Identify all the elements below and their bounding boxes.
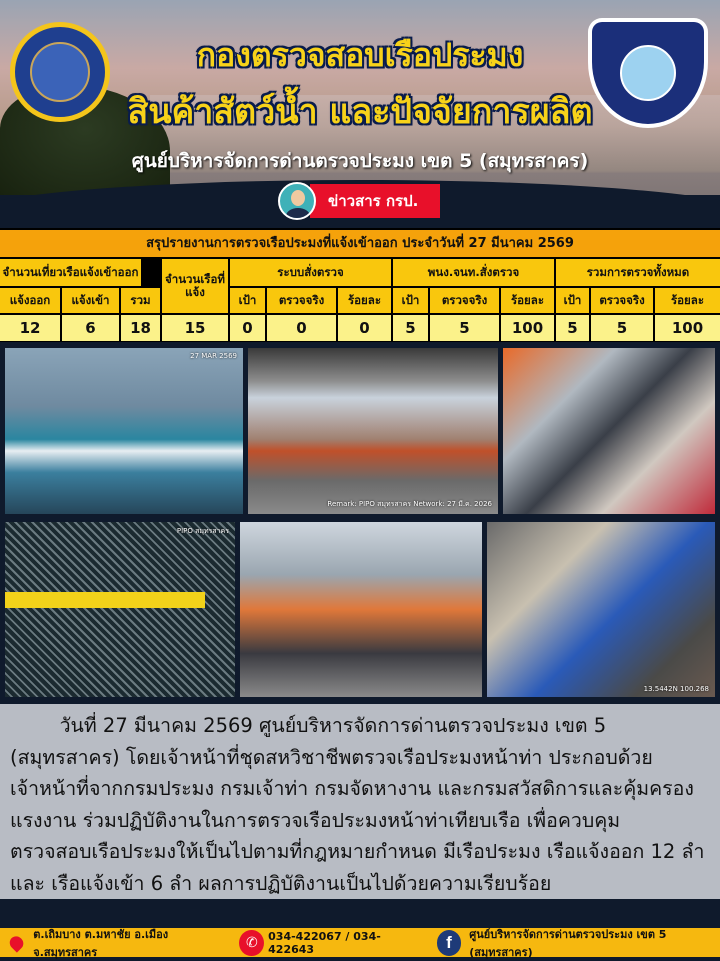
paragraph-line: ตรวจสอบเรือประมงให้เป็นไปตามที่กฎหมายกำหนด มีเรือประมง เรือแจ้งออก 12 ลำ bbox=[10, 840, 705, 863]
title-line-1: กองตรวจสอบเรือประมง bbox=[196, 36, 524, 74]
title-line-2: สินค้าสัตว์น้ำ และปัจจัยการผลิต bbox=[127, 92, 593, 132]
subtitle: ศูนย์บริหารจัดการด่านตรวจประมง เขต 5 (สมุทรสาคร) bbox=[131, 150, 589, 172]
table-title: สรุปรายงานการตรวจเรือประมงที่แจ้งเข้าออก ประจำวันที่ 27 มีนาคม 2569 bbox=[0, 230, 720, 257]
paragraph-line: (สมุทรสาคร) โดยเจ้าหน้าที่ชุดสหวิชาชีพตรวจเรือประมงหน้าท่า ประกอบด้วย bbox=[10, 745, 653, 769]
subheader: ตรวจจริง bbox=[267, 288, 336, 313]
photo-fish-catch: 13.5442N 100.268 bbox=[487, 522, 715, 697]
group-trips: จำนวนเที่ยวเรือแจ้งเข้าออก bbox=[0, 259, 141, 286]
subheader: เป้า bbox=[393, 288, 428, 313]
photo-fishing-net-measure: PIPO สมุทรสาคร bbox=[5, 522, 235, 697]
photo-crew-documents bbox=[240, 522, 482, 697]
subheader: ตรวจจริง bbox=[430, 288, 499, 313]
value-cell: 100 bbox=[501, 315, 554, 341]
facebook-page-name[interactable]: ศูนย์บริหารจัดการด่านตรวจประมง เขต 5 (สมุทรสาคร) bbox=[469, 927, 667, 959]
subheader: เป้า bbox=[230, 288, 265, 313]
value-cell: 100 bbox=[655, 315, 720, 341]
value-cell: 0 bbox=[230, 315, 265, 341]
phone-icon: ✆ bbox=[239, 930, 264, 956]
subheader: รวม bbox=[121, 288, 160, 313]
phone-numbers[interactable]: 034-422067 / 034-422643 bbox=[268, 929, 381, 956]
group-total: รวมการตรวจทั้งหมด bbox=[556, 259, 720, 286]
news-label: ข่าวสาร กรป. bbox=[310, 184, 440, 218]
news-badge bbox=[278, 182, 440, 220]
group-system: ระบบสั่งตรวจ bbox=[230, 259, 391, 286]
subheader: แจ้งออก bbox=[0, 288, 60, 313]
subheader: ร้อยละ bbox=[655, 288, 720, 313]
value-cell: 5 bbox=[556, 315, 589, 341]
facebook-icon: f bbox=[437, 930, 462, 956]
value-cell: 0 bbox=[338, 315, 391, 341]
paragraph-line: และ เรือแจ้งเข้า 6 ลำ ผลการปฏิบัติงานเป็นไปด้วยความเรียบร้อย bbox=[10, 871, 552, 895]
photo-officer-inspecting bbox=[503, 348, 715, 514]
location-pin-icon bbox=[7, 933, 26, 952]
group-officer: พนง.จนท.สั่งตรวจ bbox=[393, 259, 554, 286]
value-cell: 6 bbox=[62, 315, 119, 341]
avatar-icon bbox=[278, 182, 316, 220]
subheader: ร้อยละ bbox=[338, 288, 391, 313]
paragraph-line: แรงงาน ร่วมปฏิบัติงานในการตรวจเรือประมงหน้าท่าเทียบเรือ เพื่อควบคุม bbox=[10, 808, 621, 832]
value-cell: 0 bbox=[267, 315, 336, 341]
summary-table bbox=[0, 228, 720, 342]
value-cell: 15 bbox=[162, 315, 228, 341]
address-text: ต.เถิมบาง ต.มหาชัย อ.เมือง จ.สมุทรสาคร bbox=[33, 927, 169, 959]
subheader: เป้า bbox=[556, 288, 589, 313]
paragraph-line: วันที่ 27 มีนาคม 2569 ศูนย์บริหารจัดการด่านตรวจประมง เขต 5 bbox=[10, 714, 607, 737]
subheader: ตรวจจริง bbox=[591, 288, 653, 313]
subheader: แจ้งเข้า bbox=[62, 288, 119, 313]
news-paragraph bbox=[0, 704, 720, 899]
paragraph-line: เจ้าหน้าที่จากกรมประมง กรมเจ้าท่า กรมจัดหางาน และกรมสวัสดิการและคุ้มครอง bbox=[10, 777, 694, 800]
value-cell: 5 bbox=[430, 315, 499, 341]
value-cell: 5 bbox=[591, 315, 653, 341]
value-cell: 18 bbox=[121, 315, 160, 341]
value-cell: 12 bbox=[0, 315, 60, 341]
photo-crew-lineup: Remark: PIPO สมุทรสาคร Network: 27 มี.ค. 2026 bbox=[248, 348, 498, 514]
subheader: ร้อยละ bbox=[501, 288, 554, 313]
header-banner bbox=[0, 0, 720, 228]
contact-footer bbox=[0, 926, 720, 957]
group-boats: จำนวนเรือที่แจ้ง bbox=[162, 259, 228, 313]
value-cell: 5 bbox=[393, 315, 428, 341]
photo-fishing-boat: 27 MAR 2569 bbox=[5, 348, 243, 514]
